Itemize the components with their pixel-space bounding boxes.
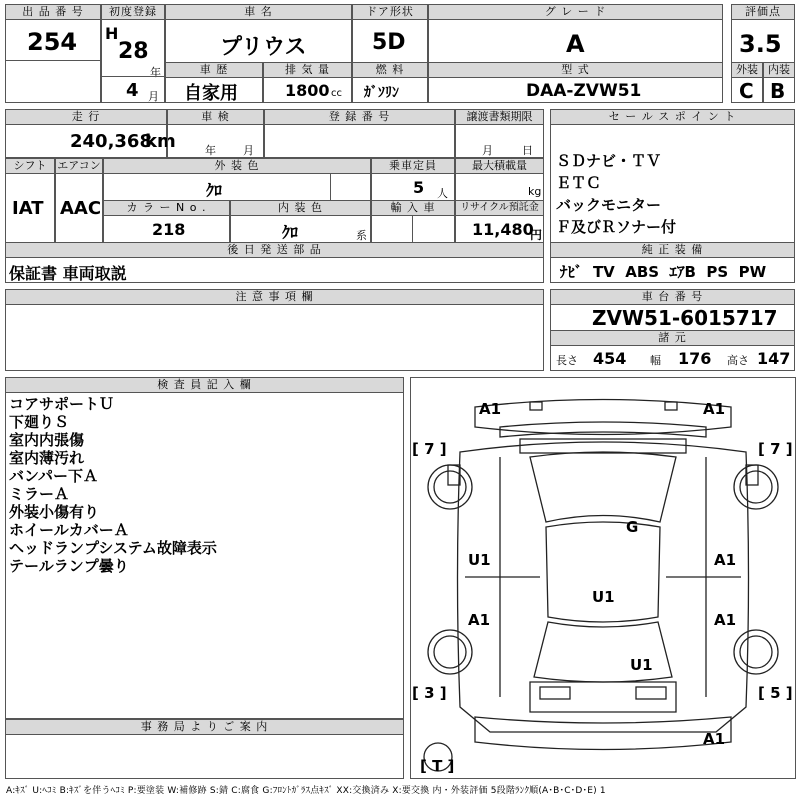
import-cell-b (412, 215, 455, 243)
history: 自家用 (184, 83, 238, 104)
inspection-year-unit: 年 (205, 144, 216, 157)
sales-point: ＥＴＣ (556, 174, 602, 192)
mileage-unit: km (145, 131, 176, 152)
displacement-unit: cc (331, 88, 342, 99)
history-label: 車 歴 (165, 62, 263, 78)
displacement-label: 排 気 量 (263, 62, 352, 78)
recycle-label: リサイクル預託金 (455, 200, 544, 216)
tyre-spare: [ T ] (420, 757, 455, 775)
model-code: DAA-ZVW51 (526, 81, 642, 101)
model-label: 型 式 (428, 62, 723, 78)
score-label: 評価点 (731, 4, 795, 20)
notes-cell (5, 304, 544, 371)
recycle-unit: 円 (530, 228, 543, 242)
grade: A (566, 30, 585, 58)
office-cell (5, 734, 404, 779)
reg-month: 4 (126, 80, 139, 101)
ext-color-extra-cell (330, 173, 371, 201)
shift-label: シフト (5, 158, 55, 174)
import-cell-a (371, 215, 413, 243)
first-reg-label: 初度登録 (101, 4, 165, 20)
car-diagram (410, 377, 796, 779)
car-name-label: 車 名 (165, 4, 352, 20)
tyre-front-right: [ 7 ] (758, 440, 793, 458)
ext-color: ｸﾛ (206, 181, 223, 200)
import-label: 輸 入 車 (371, 200, 455, 216)
equipment: ﾅﾋﾞ TV ABS ｴｱB PS PW (560, 263, 767, 281)
mark-right-front-door: A1 (714, 551, 737, 569)
lot-number: 254 (27, 28, 78, 56)
mark-rear-glass: U1 (630, 656, 653, 674)
transfer-month-unit: 月 (482, 144, 493, 157)
reg-no-cell (264, 124, 455, 158)
remark-line: 下廻りＳ (9, 413, 70, 431)
transfer-day-unit: 日 (522, 144, 533, 157)
width-label: 幅 (650, 354, 661, 367)
equipment-label: 純 正 装 備 (550, 242, 795, 258)
remark-line: 外装小傷有り (9, 503, 100, 521)
length-label: 長さ (556, 354, 578, 367)
remark-line: コアサポートＵ (9, 395, 115, 413)
remark-line: ミラーＡ (9, 485, 70, 503)
mark-front-left: A1 (479, 400, 502, 418)
height: 147 (757, 349, 791, 368)
height-label: 高さ (727, 354, 749, 367)
chassis-label: 車 台 番 号 (550, 289, 795, 305)
parts-label: 後 日 発 送 部 品 (5, 242, 544, 258)
sales-point: ＳＤナビ・ＴＶ (556, 152, 662, 170)
color-no: 218 (152, 220, 186, 239)
remark-line: 室内薄汚れ (9, 449, 85, 467)
mark-windshield: G (626, 518, 639, 536)
inspection-label: 車 検 (167, 109, 264, 125)
remark-line: ホイールカバーＡ (9, 521, 129, 539)
era-letter: H (105, 24, 119, 43)
capacity-unit: 人 (437, 187, 448, 200)
sales-point: バックモニター (556, 196, 662, 214)
mark-right-rear-door: A1 (714, 611, 737, 629)
int-color: ｸﾛ (282, 223, 299, 242)
mileage: 240,368 (70, 131, 152, 152)
mark-left-rear-door: A1 (468, 611, 491, 629)
inspection-month-unit: 月 (243, 144, 254, 157)
reg-no-label: 登 録 番 号 (264, 109, 455, 125)
int-color-label: 内 装 色 (230, 200, 371, 216)
ac-label: エアコン (55, 158, 103, 174)
int-color-suffix: 系 (356, 229, 367, 242)
score: 3.5 (739, 30, 782, 58)
month-unit: 月 (148, 90, 159, 103)
lot-divider (5, 60, 101, 61)
exterior-score-label: 外装 (731, 62, 763, 78)
max-load-label: 最大積載量 (455, 158, 544, 174)
notes-label: 注 意 事 項 欄 (5, 289, 544, 305)
exterior-score: C (739, 79, 754, 103)
tyre-front-left: [ 7 ] (412, 440, 447, 458)
transfer-label: 譲渡書類期限 (455, 109, 544, 125)
mark-rear-bumper: A1 (703, 730, 726, 748)
parts: 保証書 車両取説 (9, 264, 127, 283)
mark-front-right: A1 (703, 400, 726, 418)
year-unit: 年 (150, 66, 161, 79)
length: 454 (593, 349, 627, 368)
mileage-label: 走 行 (5, 109, 167, 125)
interior-score-label: 内装 (763, 62, 795, 78)
reg-year: 28 (118, 39, 149, 64)
shift: IAT (12, 198, 44, 219)
recycle-amount: 11,480 (472, 220, 534, 239)
office-label: 事 務 局 よ り ご 案 内 (5, 719, 404, 735)
fuel-label: 燃 料 (352, 62, 428, 78)
inspector-label: 検 査 員 記 入 欄 (5, 377, 404, 393)
max-load-unit: kg (528, 185, 542, 198)
chassis-number: ZVW51-6015717 (592, 306, 778, 330)
tyre-rear-right: [ 5 ] (758, 684, 793, 702)
sales-point: Ｆ及びＲソナー付 (556, 218, 677, 236)
remark-line: 室内内張傷 (9, 431, 85, 449)
grade-label: グ レ ー ド (428, 4, 723, 20)
color-no-label: カ ラ ー N o . (103, 200, 230, 216)
legend: A:ｷｽﾞ U:ﾍｺﾐ B:ｷｽﾞを伴うﾍｺﾐ P:要塗装 W:補修跡 S:錆 C:腐食 G:ﾌﾛﾝﾄｶﾞﾗｽ点ｷｽﾞ XX:交換済み X:要交換 内・外装評価 5段階ﾗﾝｸ順(A･B･C･D･E) 1 (6, 786, 606, 796)
interior-score: B (770, 79, 786, 103)
ac: AAC (60, 198, 102, 219)
tyre-rear-left: [ 3 ] (412, 684, 447, 702)
ext-color-label: 外 装 色 (103, 158, 371, 174)
door-type: 5D (372, 30, 406, 55)
sales-label: セ ー ル ス ポ イ ン ト (550, 109, 795, 125)
int-color-cell (230, 215, 371, 243)
remark-line: バンパー下Ａ (9, 467, 98, 485)
width: 176 (678, 349, 712, 368)
fuel: ｶﾞｿﾘﾝ (364, 85, 399, 101)
dims-label: 諸 元 (550, 330, 795, 346)
remark-line: ヘッドランプシステム故障表示 (9, 539, 217, 557)
capacity-label: 乗車定員 (371, 158, 455, 174)
door-label: ドア形状 (352, 4, 428, 20)
lot-label: 出 品 番 号 (5, 4, 101, 20)
displacement: 1800 (285, 81, 330, 100)
reg-divider (101, 76, 165, 77)
mark-left-front-door: U1 (468, 551, 491, 569)
car-name: プリウス (220, 35, 307, 60)
mark-roof: U1 (592, 588, 615, 606)
capacity: 5 (413, 178, 425, 197)
remark-line: テールランプ曇り (9, 557, 129, 575)
